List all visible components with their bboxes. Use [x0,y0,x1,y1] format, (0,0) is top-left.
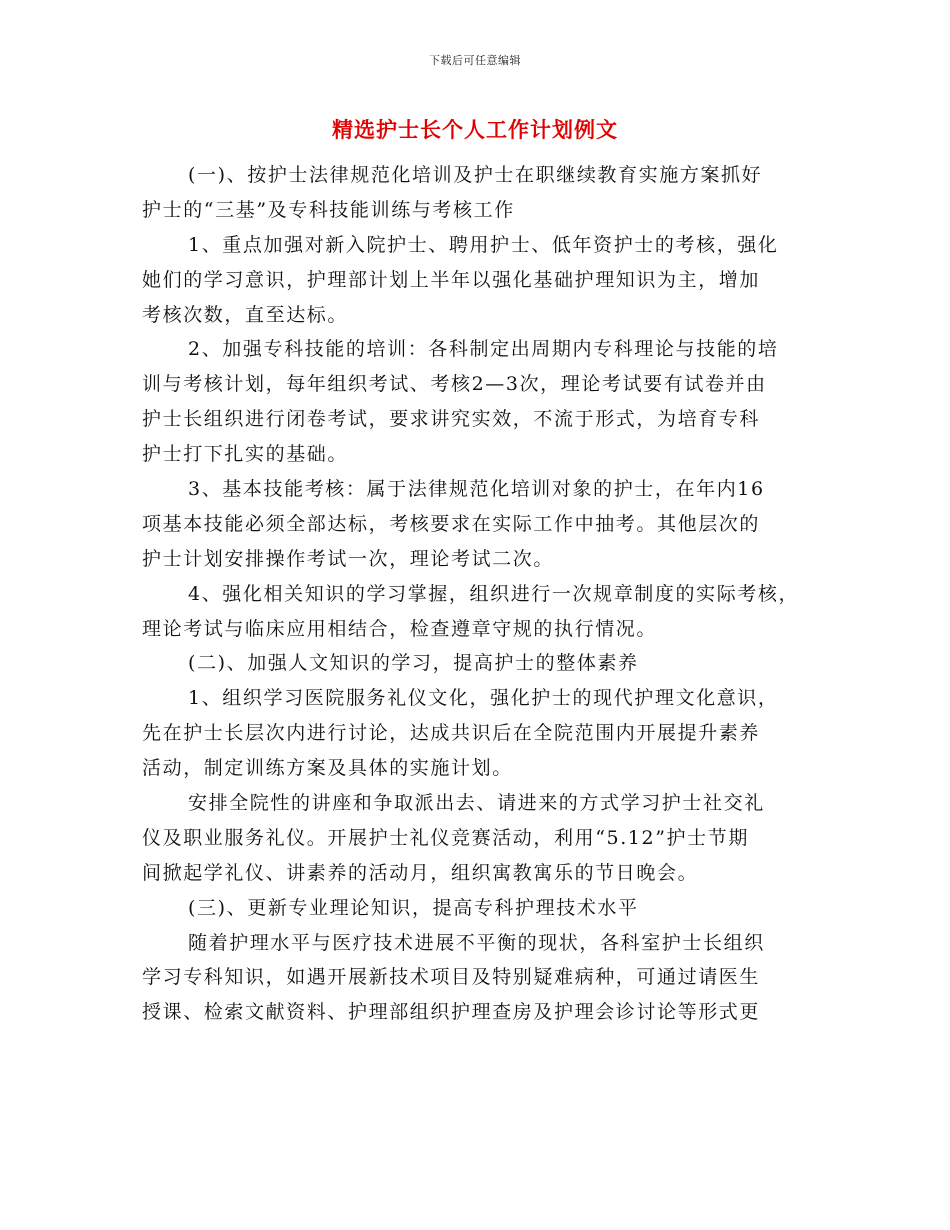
document-body [142,158,832,1030]
paragraph-line: 4、强化相关知识的学习掌握，组织进行一次规章制度的实际考核， [188,582,800,605]
document-title: 精选护士长个人工作计划例文 [332,117,618,142]
paragraph-line: 随着护理水平与医疗技术进展不平衡的现状，各科室护士长组织 [188,931,765,954]
paragraph-line: 3、基本技能考核：属于法律规范化培训对象的护士，在年内16 [188,478,765,501]
paragraph-line: 理论考试与临床应用相结合，检查遵章守规的执行情况。 [142,617,658,640]
paragraph-line: 授课、检索文献资料、护理部组织护理查房及护理会诊讨论等形式更 [142,1001,761,1024]
paragraph-line: 安排全院性的讲座和争取派出去、请进来的方式学习护士社交礼 [188,792,765,815]
paragraph-line: (一)、按护士法律规范化培训及护士在职继续教育实施方案抓好 [188,164,763,186]
paragraph-line: 学习专科知识，如遇开展新技术项目及特别疑难病种，可通过请医生 [142,966,761,989]
paragraph-line: 1、组织学习医院服务礼仪文化，强化护士的现代护理文化意识， [188,687,779,710]
section-heading: (三)、更新专业理论知识，提高专科护理技术水平 [188,896,639,919]
paragraph-line: 护士打下扎实的基础。 [142,443,349,466]
paragraph-line: 项基本技能必须全部达标，考核要求在实际工作中抽考。其他层次的 [142,512,761,535]
paragraph-line: 考核次数，直至达标。 [142,303,349,326]
paragraph-line: 1、重点加强对新入院护士、聘用护士、低年资护士的考核，强化 [188,233,779,256]
paragraph-line: 护士计划安排操作考试一次，理论考试二次。 [142,547,555,570]
paragraph-line: 2、加强专科技能的培训：各科制定出周期内专科理论与技能的培 [188,338,779,361]
paragraph-line: 护士的“三基”及专科技能训练与考核工作 [142,198,515,221]
paragraph-line: 护士长组织进行闭卷考试，要求讲究实效，不流于形式，为培育专科 [142,408,761,431]
paragraph-line: 活动，制定训练方案及具体的实施计划。 [142,757,513,780]
section-heading: (二)、加强人文知识的学习，提高护士的整体素养 [188,652,639,675]
paragraph-line: 训与考核计划，每年组织考试、考核2—3次，理论考试要有试卷并由 [142,373,767,396]
paragraph-line: 先在护士长层次内进行讨论，达成共识后在全院范围内开展提升素养 [142,722,761,745]
paragraph-line: 她们的学习意识，护理部计划上半年以强化基础护理知识为主，增加 [142,268,761,291]
paragraph-line: 间掀起学礼仪、讲素养的活动月，组织寓教寓乐的节日晚会。 [142,861,699,884]
paragraph-line: 仪及职业服务礼仪。开展护士礼仪竞赛活动，利用“5.12”护士节期 [142,826,749,849]
header-note: 下载后可任意编辑 [429,54,521,67]
